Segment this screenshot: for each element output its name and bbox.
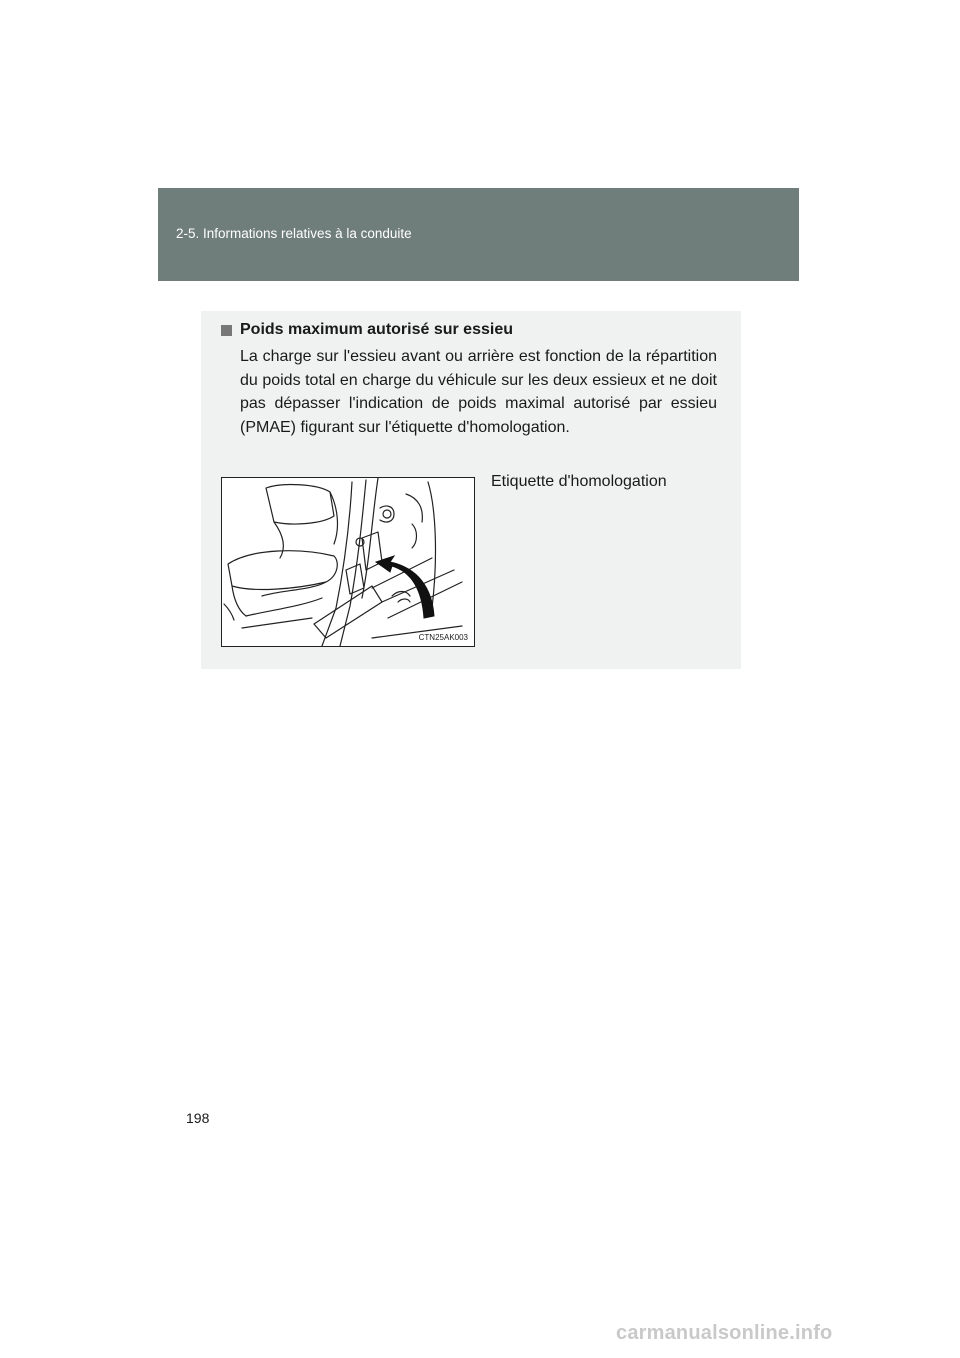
section-header bbox=[158, 188, 799, 281]
panel-heading-text: Poids maximum autorisé sur essieu bbox=[240, 321, 513, 338]
watermark: carmanualsonline.info bbox=[616, 1322, 833, 1344]
panel-paragraph: La charge sur l'essieu avant ou arrière est fonction de la répartition du poids total en charge du véhicule sur les deux essieux et ne doit pas dépasser l'indication de poids maximal autorisé par essieu (PMAE) figurant sur l'étiquette d'homologation. bbox=[240, 348, 717, 436]
page-number: 198 bbox=[186, 1110, 210, 1126]
label-callout: Etiquette d'homologation bbox=[491, 473, 667, 490]
door-pillar-drawing bbox=[222, 478, 476, 648]
info-panel bbox=[201, 311, 741, 669]
figure-code: CTN25AK003 bbox=[418, 633, 468, 642]
square-bullet-icon bbox=[221, 325, 232, 336]
section-title: 2-5. Informations relatives à la conduite bbox=[176, 226, 412, 241]
door-pillar-illustration bbox=[221, 477, 475, 647]
panel-heading bbox=[221, 321, 513, 339]
